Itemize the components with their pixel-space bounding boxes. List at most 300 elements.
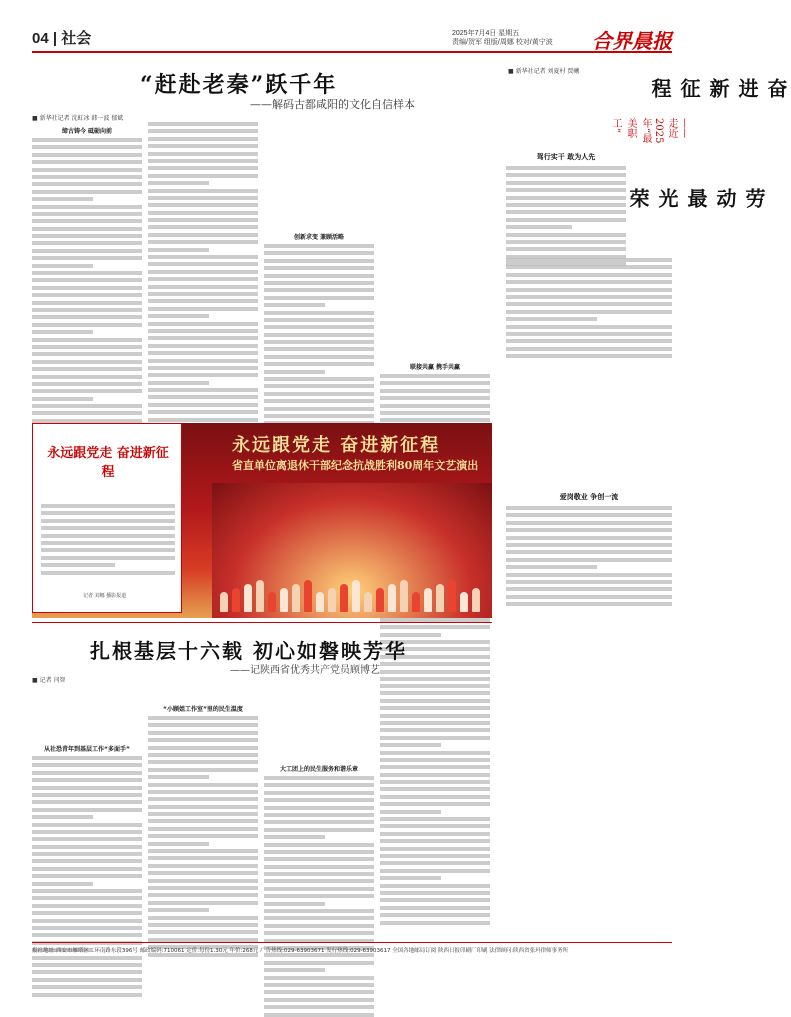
- text-line: [32, 190, 142, 194]
- text-line: [264, 909, 374, 913]
- text-line: [264, 887, 374, 891]
- article2-byline: ■ 记者 闫智: [32, 677, 66, 684]
- section-head: 创新求变 兼顾活略: [293, 234, 345, 241]
- text-line: [32, 778, 142, 782]
- text-line: [32, 823, 142, 827]
- text-line: [380, 381, 490, 385]
- text-line: [380, 854, 490, 858]
- text-line: [32, 882, 93, 886]
- text-line: [32, 308, 142, 312]
- page-header: [32, 27, 672, 53]
- text-line: [506, 225, 572, 229]
- performer: [316, 592, 324, 612]
- text-line: [148, 819, 258, 823]
- text-line: [32, 963, 142, 967]
- text-line: [32, 175, 142, 179]
- text-line: [148, 218, 258, 222]
- text-line: [148, 225, 258, 229]
- text-line: [380, 374, 490, 378]
- text-line: [380, 714, 490, 718]
- text-line: [380, 736, 490, 740]
- text-line: [148, 159, 258, 163]
- text-line: [41, 511, 175, 515]
- text-line: [148, 775, 209, 779]
- text-line: [148, 812, 258, 816]
- text-line: [148, 299, 258, 303]
- text-line: [264, 1013, 374, 1017]
- notice-box: [32, 423, 182, 613]
- text-line: [32, 411, 142, 415]
- text-line: [32, 845, 142, 849]
- text-line: [148, 783, 258, 787]
- header-meta: 2025年7月4日 星期五 责编/贺军 组版/周娜 校对/黄宁波: [452, 30, 553, 46]
- right-subtitle: ——走近2025年“最美职工”: [610, 118, 690, 144]
- text-line: [380, 699, 490, 703]
- text-line: [380, 817, 490, 821]
- text-line: [32, 793, 142, 797]
- text-line: [148, 916, 258, 920]
- text-line: [264, 865, 374, 869]
- text-line: [264, 783, 374, 787]
- text-line: [148, 122, 258, 126]
- text-line: [380, 891, 490, 895]
- body-column: [148, 684, 258, 934]
- text-line: [32, 993, 142, 997]
- text-line: [380, 751, 490, 755]
- text-line: [506, 339, 672, 343]
- performer: [352, 580, 360, 612]
- text-line: [506, 166, 626, 170]
- text-line: [506, 173, 626, 177]
- text-line: [32, 330, 93, 334]
- notice-title: 永远跟党走 奋进新征程: [47, 446, 169, 480]
- text-line: [506, 181, 626, 185]
- text-line: [32, 985, 142, 989]
- performer: [244, 584, 252, 612]
- text-line: [148, 322, 258, 326]
- text-line: [264, 843, 374, 847]
- text-line: [148, 864, 258, 868]
- text-line: [264, 347, 374, 351]
- text-line: [148, 329, 258, 333]
- text-line: [32, 756, 142, 760]
- text-line: [380, 861, 490, 865]
- text-line: [148, 418, 258, 422]
- text-line: [506, 288, 672, 292]
- text-line: [32, 360, 142, 364]
- performer: [448, 580, 456, 612]
- text-line: [32, 205, 142, 209]
- text-line: [380, 728, 490, 732]
- body-column: [148, 122, 258, 437]
- performer: [292, 584, 300, 612]
- text-line: [264, 399, 374, 403]
- text-line: [41, 534, 175, 538]
- text-line: [32, 352, 142, 356]
- text-line: [32, 338, 142, 342]
- text-line: [32, 815, 93, 819]
- text-line: [148, 930, 258, 934]
- text-line: [32, 382, 142, 386]
- text-line: [148, 351, 258, 355]
- text-line: [148, 166, 258, 170]
- text-line: [506, 280, 672, 284]
- text-line: [148, 849, 258, 853]
- performer: [340, 584, 348, 612]
- text-line: [264, 296, 374, 300]
- text-line: [506, 513, 672, 517]
- text-line: [264, 791, 374, 795]
- body-column: [380, 684, 490, 934]
- text-line: [264, 1005, 374, 1009]
- text-line: [264, 776, 374, 780]
- body-column: [32, 684, 142, 934]
- text-line: [380, 706, 490, 710]
- text-line: [32, 138, 142, 142]
- text-line: [148, 137, 258, 141]
- text-line: [264, 990, 374, 994]
- text-line: [32, 160, 142, 164]
- text-line: [264, 259, 374, 263]
- text-line: [380, 787, 490, 791]
- text-line: [506, 203, 626, 207]
- text-line: [380, 810, 441, 814]
- text-line: [32, 219, 142, 223]
- text-line: [264, 976, 374, 980]
- text-line: [148, 344, 258, 348]
- text-line: [380, 876, 441, 880]
- body-column: [32, 122, 142, 437]
- text-line: [264, 857, 374, 861]
- article2-title: 扎根基层十六载 初心如磐映芳华: [90, 639, 407, 663]
- text-line: [264, 414, 374, 418]
- text-line: [148, 144, 258, 148]
- text-line: [32, 933, 142, 937]
- text-line: [380, 795, 490, 799]
- text-line: [506, 347, 672, 351]
- performer: [412, 592, 420, 612]
- section-head: 联接共赢 携手共赢: [409, 364, 461, 371]
- text-line: [380, 389, 490, 393]
- text-line: [148, 255, 258, 259]
- text-line: [380, 625, 490, 629]
- text-line: [264, 281, 374, 285]
- text-line: [148, 805, 258, 809]
- text-line: [264, 798, 374, 802]
- text-line: [41, 571, 175, 575]
- text-line: [148, 723, 258, 727]
- text-line: [32, 375, 142, 379]
- text-line: [32, 800, 142, 804]
- page-number-section: 04 | 社会: [32, 30, 92, 47]
- performer: [268, 592, 276, 612]
- text-line: [32, 859, 142, 863]
- text-line: [32, 249, 142, 253]
- article-subtitle: ——解码古都咸阳的文化自信样本: [250, 98, 415, 111]
- text-line: [148, 203, 258, 207]
- text-line: [148, 196, 258, 200]
- text-line: [32, 389, 142, 393]
- text-line: [148, 856, 258, 860]
- text-line: [506, 240, 626, 244]
- text-line: [506, 587, 672, 591]
- section-head: 大工团上的民生服务和谐乐章: [279, 766, 358, 773]
- section-head: “小顾姐工作室”里的民生温度: [163, 706, 243, 713]
- article-title: “赶赴老秦”跃千年: [140, 72, 338, 98]
- text-line: [32, 315, 142, 319]
- text-line: [264, 850, 374, 854]
- text-line: [380, 869, 490, 873]
- text-line: [264, 288, 374, 292]
- text-line: [148, 233, 258, 237]
- performer: [364, 592, 372, 612]
- text-line: [148, 189, 258, 193]
- text-line: [264, 355, 374, 359]
- divider: [32, 622, 492, 623]
- text-line: [148, 842, 209, 846]
- text-line: [148, 731, 258, 735]
- text-line: [264, 820, 374, 824]
- text-line: [148, 395, 258, 399]
- text-line: [148, 129, 258, 133]
- photo-credit: 记者 刘娜 播影报道: [83, 593, 127, 599]
- text-line: [148, 901, 258, 905]
- text-line: [148, 285, 258, 289]
- text-line: [41, 541, 175, 545]
- banner-title: 永远跟党走 奋进新征程: [232, 435, 441, 456]
- stage-scene: [212, 483, 492, 618]
- text-line: [506, 558, 672, 562]
- text-line: [148, 886, 258, 890]
- text-line: [32, 837, 142, 841]
- text-line: [32, 227, 142, 231]
- text-line: [32, 830, 142, 834]
- text-line: [264, 879, 374, 883]
- text-line: [148, 336, 258, 340]
- text-line: [148, 292, 258, 296]
- text-line: [148, 211, 258, 215]
- section-head: 爱岗敬业 争创一流: [559, 493, 619, 501]
- performer: [256, 580, 264, 612]
- text-line: [380, 396, 490, 400]
- text-line: [380, 898, 490, 902]
- text-line: [148, 753, 258, 757]
- text-line: [506, 595, 672, 599]
- text-line: [506, 273, 672, 277]
- performer: [424, 588, 432, 612]
- text-line: [264, 384, 374, 388]
- text-line: [380, 743, 441, 747]
- text-line: [148, 716, 258, 720]
- text-line: [32, 808, 142, 812]
- text-line: [506, 295, 672, 299]
- text-line: [148, 871, 258, 875]
- text-line: [380, 780, 490, 784]
- text-line: [148, 181, 209, 185]
- text-line: [32, 919, 142, 923]
- performer: [400, 580, 408, 612]
- text-line: [32, 301, 142, 305]
- text-line: [148, 738, 258, 742]
- text-line: [32, 271, 142, 275]
- text-line: [506, 536, 672, 540]
- text-line: [264, 333, 374, 337]
- text-line: [264, 828, 374, 832]
- text-line: [148, 827, 258, 831]
- banner-subtitle: 省直单位离退休干部纪念抗战胜利80周年文艺演出: [232, 459, 479, 472]
- text-line: [148, 893, 258, 897]
- text-line: [32, 867, 142, 871]
- body-column: [380, 122, 490, 437]
- text-line: [506, 528, 672, 532]
- text-line: [380, 884, 490, 888]
- text-line: [380, 906, 490, 910]
- text-line: [32, 763, 142, 767]
- text-line: [264, 894, 374, 898]
- text-line: [380, 691, 490, 695]
- text-line: [506, 188, 626, 192]
- text-line: [264, 340, 374, 344]
- text-line: [506, 573, 672, 577]
- text-line: [264, 983, 374, 987]
- text-line: [264, 806, 374, 810]
- right-title-b: 劳动最光荣: [626, 188, 766, 209]
- performer: [220, 592, 228, 612]
- text-line: [264, 931, 374, 935]
- body-column: [264, 684, 374, 934]
- text-line: [148, 746, 258, 750]
- text-line: [506, 218, 626, 222]
- text-line: [32, 889, 142, 893]
- text-line: [380, 824, 490, 828]
- text-line: [32, 978, 142, 982]
- text-line: [506, 332, 672, 336]
- text-line: [32, 286, 142, 290]
- text-line: [32, 911, 142, 915]
- text-line: [264, 924, 374, 928]
- text-line: [148, 248, 209, 252]
- performer: [376, 588, 384, 612]
- text-line: [32, 234, 142, 238]
- text-line: [264, 274, 374, 278]
- text-line: [506, 265, 672, 269]
- text-line: [32, 896, 142, 900]
- right-body-3: [506, 488, 672, 609]
- text-line: [506, 210, 626, 214]
- text-line: [148, 760, 258, 764]
- performer: [328, 588, 336, 612]
- text-line: [380, 832, 490, 836]
- text-line: [148, 359, 258, 363]
- text-line: [380, 684, 490, 688]
- text-line: [148, 174, 258, 178]
- text-line: [41, 556, 175, 560]
- text-line: [41, 563, 115, 567]
- text-line: [32, 345, 142, 349]
- text-line: [148, 790, 258, 794]
- performer: [436, 584, 444, 612]
- article-body: [32, 122, 488, 442]
- text-line: [148, 388, 258, 392]
- text-line: [264, 266, 374, 270]
- text-line: [148, 152, 258, 156]
- text-line: [148, 923, 258, 927]
- section-head: 驾行实干 敢为人先: [536, 153, 596, 161]
- text-line: [32, 278, 142, 282]
- text-line: [264, 311, 374, 315]
- text-line: [32, 168, 142, 172]
- performer: [304, 580, 312, 612]
- right-body-2: [506, 258, 672, 361]
- text-line: [380, 418, 490, 422]
- text-line: [264, 370, 325, 374]
- text-line: [264, 325, 374, 329]
- text-line: [32, 852, 142, 856]
- text-line: [32, 874, 142, 878]
- text-line: [32, 212, 142, 216]
- text-line: [32, 771, 142, 775]
- text-line: [264, 961, 374, 965]
- text-line: [264, 968, 325, 972]
- text-line: [32, 404, 142, 408]
- text-line: [32, 197, 93, 201]
- text-line: [148, 307, 258, 311]
- text-line: [264, 835, 325, 839]
- text-line: [264, 872, 374, 876]
- masthead-logo: 合界晨报: [592, 29, 672, 53]
- text-line: [148, 381, 209, 385]
- text-line: [32, 926, 142, 930]
- text-line: [380, 921, 490, 925]
- text-line: [32, 264, 93, 268]
- text-line: [32, 241, 142, 245]
- text-line: [264, 813, 374, 817]
- text-line: [506, 302, 672, 306]
- text-line: [264, 407, 374, 411]
- text-line: [32, 397, 93, 401]
- text-line: [32, 956, 142, 960]
- text-line: [380, 677, 490, 681]
- text-line: [506, 565, 597, 569]
- text-line: [148, 277, 258, 281]
- page-footer: 报社地址:西安市雁塔区二环南路东段396号 邮政编码:710061 定价:每份1.30元 年价:268元 广告热线:029-63903671 发行热线:029-63903617 全国各地邮局订阅 陕西日报印刷厂印刷 法律顾问:陕西省张玛律师事务所: [32, 942, 672, 954]
- text-line: [264, 318, 374, 322]
- text-line: [264, 392, 374, 396]
- text-line: [32, 182, 142, 186]
- text-line: [506, 196, 626, 200]
- text-line: [506, 543, 672, 547]
- text-line: [264, 362, 374, 366]
- text-line: [148, 373, 258, 377]
- text-line: [380, 758, 490, 762]
- text-line: [148, 314, 209, 318]
- text-line: [148, 834, 258, 838]
- text-line: [32, 153, 142, 157]
- text-line: [264, 244, 374, 248]
- text-line: [148, 797, 258, 801]
- text-line: [148, 908, 209, 912]
- text-line: [380, 839, 490, 843]
- section-head: 缔古铸今 砥砺向前: [61, 128, 113, 135]
- text-line: [32, 323, 142, 327]
- text-line: [264, 916, 374, 920]
- text-line: [148, 366, 258, 370]
- text-line: [264, 377, 374, 381]
- performer: [280, 588, 288, 612]
- text-line: [506, 325, 672, 329]
- text-line: [380, 670, 490, 674]
- text-line: [506, 506, 672, 510]
